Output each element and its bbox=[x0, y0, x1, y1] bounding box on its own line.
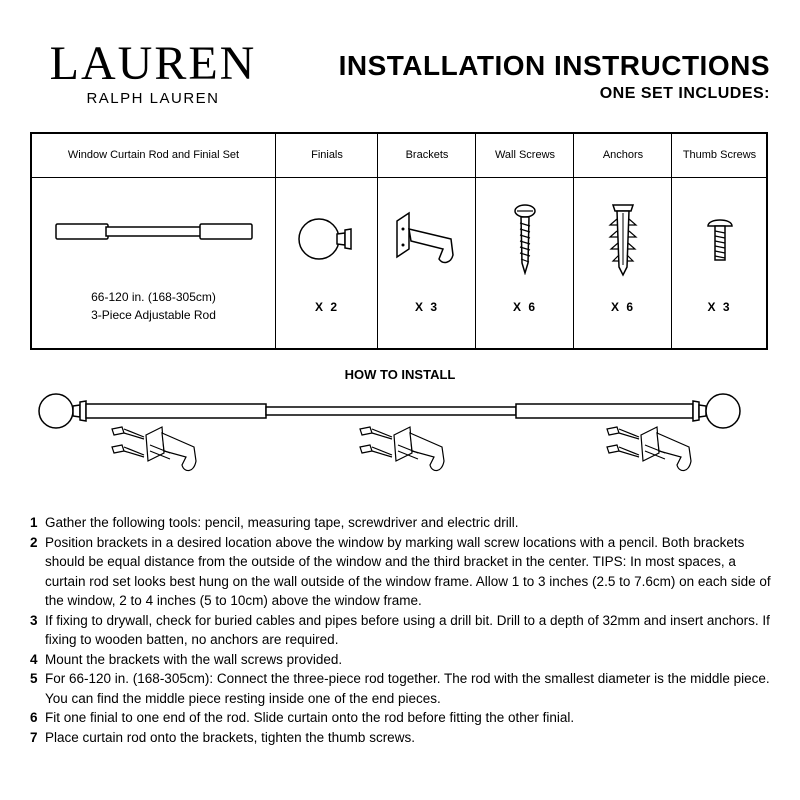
step-text: For 66-120 in. (168-305cm): Connect the three-piece rod together. The rod with the smallest diameter is the middle piece. You can find the middle piece resting inside one of the end pieces. bbox=[45, 671, 770, 706]
parts-column-brackets bbox=[377, 134, 476, 348]
parts-column-wall-screws bbox=[475, 134, 574, 348]
parts-column-header: Thumb Screws bbox=[682, 149, 757, 161]
step-text: Mount the brackets with the wall screws provided. bbox=[45, 651, 343, 667]
page-subtitle: ONE SET INCLUDES: bbox=[599, 85, 770, 102]
parts-column-header: Finials bbox=[311, 149, 343, 161]
thumb-screw-icon bbox=[672, 194, 767, 284]
parts-column-header: Wall Screws bbox=[494, 149, 556, 161]
rod-type-text: 3-Piece Adjustable Rod bbox=[91, 308, 216, 322]
anchor-icon bbox=[574, 194, 672, 284]
parts-column-anchors bbox=[573, 134, 672, 348]
instruction-step bbox=[30, 728, 775, 748]
instruction-step bbox=[30, 708, 775, 728]
how-to-install-title: HOW TO INSTALL bbox=[344, 367, 456, 382]
parts-column-header: Brackets bbox=[405, 149, 449, 161]
instruction-step bbox=[30, 669, 775, 708]
step-number: 2 bbox=[30, 534, 38, 550]
bracket-icon bbox=[378, 194, 476, 284]
bracket-set-left-icon bbox=[112, 427, 196, 471]
anchors-quantity: X 6 bbox=[610, 300, 635, 314]
step-number: 4 bbox=[30, 651, 38, 667]
wall-screw-icon bbox=[476, 194, 574, 284]
page-title: INSTALLATION INSTRUCTIONS bbox=[338, 50, 770, 81]
parts-column-thumb-screws bbox=[671, 134, 767, 348]
thumb-screws-quantity: X 3 bbox=[707, 300, 732, 314]
step-number: 5 bbox=[30, 671, 38, 686]
step-number: 6 bbox=[30, 710, 38, 725]
step-text: Place curtain rod onto the brackets, tighten the thumb screws. bbox=[45, 729, 415, 745]
step-number: 7 bbox=[30, 729, 38, 745]
instruction-step bbox=[30, 533, 775, 611]
step-text: Position brackets in a desired location above the window by marking wall screw locations with a pencil. Both brackets should be equal distance from the outside of the window and the third bracket in the center. TIPS: In most spaces, a curtain rod set looks best hung on the wall outside of the window frame. Allow 1 to 3 inches (2.5 to 7.6cm) on each side of the window, 2 to 4 inches (5 to 10cm) above the window frame. bbox=[45, 534, 771, 608]
parts-column-rod bbox=[32, 134, 275, 348]
step-text: Fit one finial to one end of the rod. Slide curtain onto the rod before fitting the other finial. bbox=[45, 710, 575, 725]
wall-screws-quantity: X 6 bbox=[512, 300, 537, 314]
parts-column-header: Anchors bbox=[602, 149, 644, 161]
rod-size-text: 66-120 in. (168-305cm) bbox=[91, 290, 216, 304]
brand-subname: RALPH LAUREN bbox=[86, 90, 220, 107]
finial-icon bbox=[276, 194, 378, 284]
rod-description bbox=[32, 288, 275, 324]
parts-column-header: Window Curtain Rod and Finial Set bbox=[67, 149, 240, 161]
brand-logo bbox=[38, 37, 268, 107]
bracket-set-right-icon bbox=[607, 427, 691, 471]
brand-name: LAUREN bbox=[49, 37, 257, 90]
curtain-rod-icon bbox=[32, 202, 275, 262]
instruction-step bbox=[30, 611, 775, 650]
finials-quantity: X 2 bbox=[314, 300, 339, 314]
bracket-set-center-icon bbox=[360, 427, 444, 471]
assembled-rod-icon bbox=[39, 394, 740, 428]
brackets-quantity: X 3 bbox=[414, 300, 439, 314]
parts-column-finials bbox=[275, 134, 378, 348]
step-number: 3 bbox=[30, 612, 38, 628]
installation-diagram bbox=[30, 380, 770, 510]
instruction-step bbox=[30, 650, 775, 670]
step-number: 1 bbox=[30, 515, 38, 530]
step-text: If fixing to drywall, check for buried cables and pipes before using a drill bit. Drill to a depth of 32mm and insert anchors. If fixing to wooden batten, no anchors are required. bbox=[45, 612, 770, 647]
instruction-steps bbox=[30, 513, 775, 747]
instruction-step bbox=[30, 513, 775, 533]
step-text: Gather the following tools: pencil, measuring tape, screwdriver and electric drill. bbox=[45, 515, 519, 530]
parts-table bbox=[30, 132, 768, 350]
